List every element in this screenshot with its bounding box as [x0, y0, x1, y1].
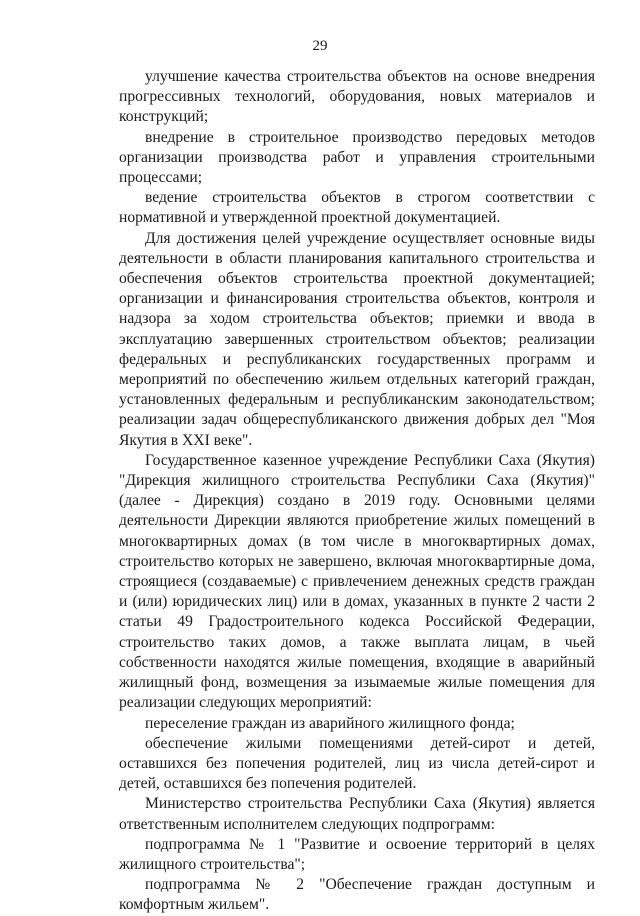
- paragraph-advanced-methods: внедрение в строительное производство передовых методов организации производства работ и управления строительными процессами;: [119, 128, 595, 187]
- page-body: [119, 67, 595, 916]
- paragraph-quality-improvement: улучшение качества строительства объектов на основе внедрения прогрессивных технологий, оборудования, новых материалов и конструкций;: [119, 68, 595, 126]
- paragraph-directorate: Государственное казенное учреждение Республики Саха (Якутия) "Дирекция жилищного строительства Республики Саха (Якутия)" (далее - Дирекция) создано в 2019 году. Основными целями деятельности Дирекции являются приобретение жилых помещений в многоквартирных домах (в том числе в многоквартирных домах, строительство которых не завершено, включая многоквартирные дома, строящиеся (создаваемые) с привлечением денежных средств граждан и (или) юридических лиц) или в домах, указанных в пункте 2 части 2 статьи 49 Градостроительного кодекса Российской Федерации, строительство таких домов, а также выплата лицам, в чьей собственности находятся жилые помещения, входящие в аварийный жилищный фонд, возмещения за изымаемые жилые помещения для реализации следующих мероприятий:: [119, 451, 595, 712]
- page-number: 29: [312, 38, 328, 54]
- paragraph-orphans-housing: обеспечение жилыми помещениями детей-сирот и детей, оставшихся без попечения родителей, лиц из числа детей-сирот и детей, оставшихся без попечения родителей.: [119, 734, 595, 793]
- paragraph-ministry: Министерство строительства Республики Саха (Якутия) является ответственным исполнителем следующих подпрограмм:: [119, 795, 595, 833]
- paragraph-activities: Для достижения целей учреждение осуществляет основные виды деятельности в области планирования капитального строительства и обеспечения объектов строительства проектной документацией; организации и финансирования строительства объектов, контроля и надзора за ходом строительства объектов; приемки и ввода в эксплуатацию завершенных строительством объектов; реализации федеральных и республиканских государственных программ и мероприятий по обеспечению жильем отдельных категорий граждан, установленных федеральным и республиканским законодательством; реализации задач общереспубликанского движения добрых дел "Моя Якутия в XXI веке".: [119, 229, 595, 449]
- paragraph-resettlement: переселение граждан из аварийного жилищного фонда;: [145, 714, 515, 732]
- paragraph-construction-compliance: ведение строительства объектов в строгом соответствии с нормативной и утвержденной проектной документацией.: [119, 189, 595, 227]
- paragraph-subprogram-1: подпрограмма № 1 "Развитие и освоение территорий в целях жилищного строительства";: [119, 835, 595, 873]
- paragraph-subprogram-2: подпрограмма № 2 "Обеспечение граждан доступным и комфортным жильем".: [119, 876, 595, 914]
